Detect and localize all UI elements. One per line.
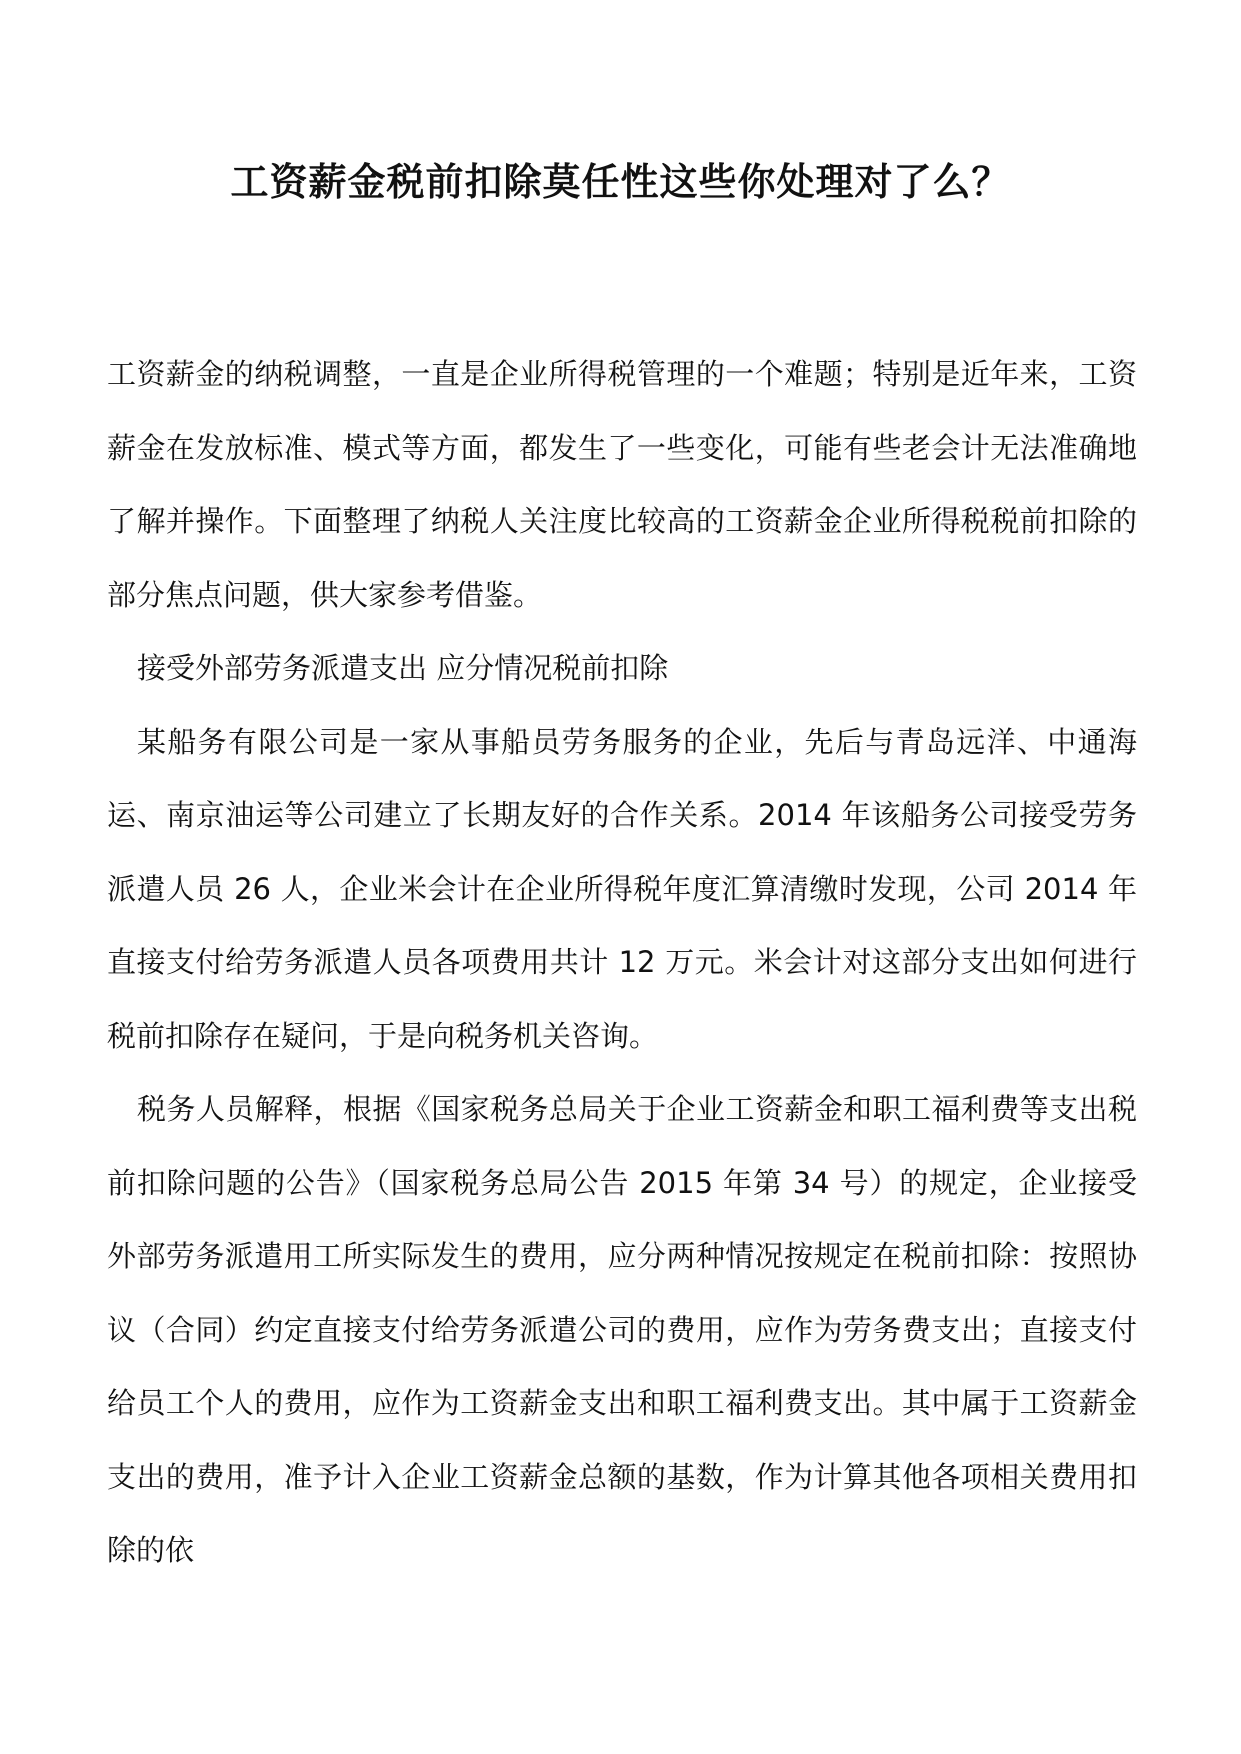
section-heading: 接受外部劳务派遣支出 应分情况税前扣除 xyxy=(137,651,669,685)
document-title: 工资薪金税前扣除莫任性这些你处理对了么？ xyxy=(230,159,1011,204)
intro-paragraph: 工资薪金的纳税调整，一直是企业所得税管理的一个难题；特别是近年来，工资薪金在发放标准、模式等方面，都发生了一些变化，可能有些老会计无法准确地了解并操作。下面整理了纳税人关注度比较高的工资薪金企业所得税税前扣除的部分焦点问题，供大家参考借鉴。 xyxy=(107,357,1137,612)
case-paragraph: 某船务有限公司是一家从事船员劳务服务的企业，先后与青岛远洋、中通海运、南京油运等公司建立了长期友好的合作关系。2014 年该船务公司接受劳务派遣人员 26 人，企业米会计在企业所得税年度汇算清缴时发现，公司 2014 年直接支付给劳务派遣人员各项费用共计 12 万元。米会计对这部分支出如何进行税前扣除存在疑问，于是向税务机关咨询。 xyxy=(107,724,1137,1053)
document-body xyxy=(107,338,1137,1588)
explanation-paragraph: 税务人员解释，根据《国家税务总局关于企业工资薪金和职工福利费等支出税前扣除问题的公告》（国家税务总局公告 2015 年第 34 号）的规定，企业接受外部劳务派遣用工所实际发生的费用，应分两种情况按规定在税前扣除：按照协议（合同）约定直接支付给劳务派遣公司的费用，应作为劳务费支出；直接支付给员工个人的费用，应作为工资薪金支出和职工福利费支出。其中属于工资薪金支出的费用，准予计入企业工资薪金总额的基数，作为计算其他各项相关费用扣除的依 xyxy=(107,1092,1137,1567)
